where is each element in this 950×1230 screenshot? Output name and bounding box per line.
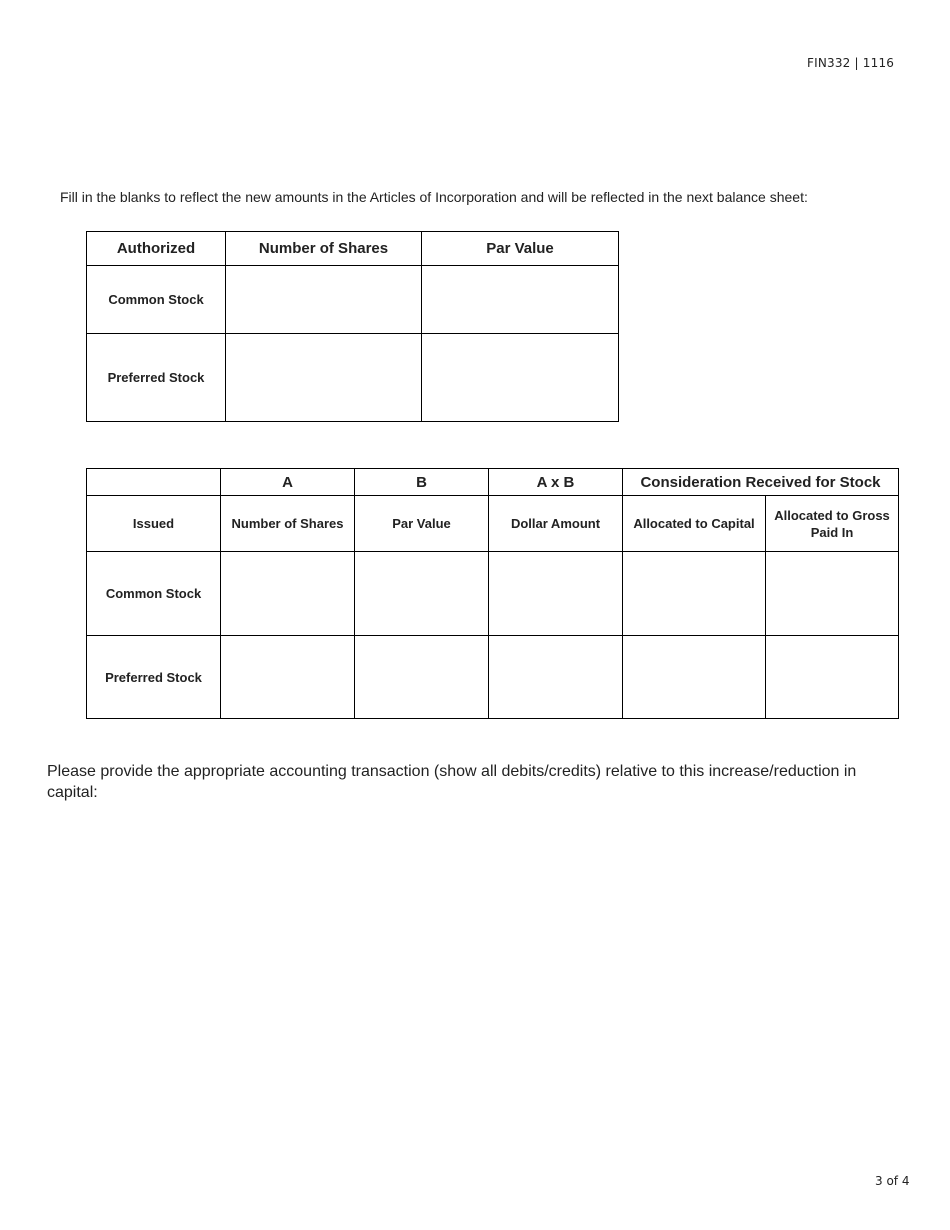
issued-common-gross-paid-in-cell[interactable] [766,552,899,636]
table-row [87,334,619,422]
question-text: Please provide the appropriate accounting transaction (show all debits/credits) relative to this increase/reduction in capital: [47,763,857,801]
header-par-value: Par Value [355,496,489,552]
row-label-preferred-stock: Preferred Stock [87,636,221,719]
issued-preferred-par-cell[interactable] [355,636,489,719]
table-row [87,636,899,719]
table-row [87,552,899,636]
header-par-value: Par Value [422,232,619,266]
table-row [87,266,619,334]
header-allocated-to-capital: Allocated to Capital [623,496,766,552]
issued-preferred-capital-cell[interactable] [623,636,766,719]
row-label-common-stock: Common Stock [87,552,221,636]
header-consideration-received: Consideration Received for Stock [623,469,899,496]
authorized-preferred-shares-cell[interactable] [226,334,422,422]
issued-preferred-shares-cell[interactable] [221,636,355,719]
header-allocated-to-gross-paid-in: Allocated to Gross Paid In [766,496,899,552]
issued-common-capital-cell[interactable] [623,552,766,636]
page-number: 3 of 4 [875,1174,910,1188]
table-header-row [87,232,619,266]
table-top-header-row [87,469,899,496]
header-authorized: Authorized [87,232,226,266]
header-b: B [355,469,489,496]
authorized-preferred-par-cell[interactable] [422,334,619,422]
issued-common-shares-cell[interactable] [221,552,355,636]
header-number-of-shares: Number of Shares [226,232,422,266]
table-sub-header-row [87,496,899,552]
header-number-of-shares: Number of Shares [221,496,355,552]
header-issued: Issued [87,496,221,552]
header-blank [87,469,221,496]
issued-preferred-dollar-cell[interactable] [489,636,623,719]
issued-common-par-cell[interactable] [355,552,489,636]
header-dollar-amount: Dollar Amount [489,496,623,552]
row-label-common-stock: Common Stock [87,266,226,334]
header-a-x-b: A x B [489,469,623,496]
header-a: A [221,469,355,496]
authorized-common-par-cell[interactable] [422,266,619,334]
authorized-common-shares-cell[interactable] [226,266,422,334]
course-code: FIN332 | 1116 [807,56,895,70]
row-label-preferred-stock: Preferred Stock [87,334,226,422]
issued-common-dollar-cell[interactable] [489,552,623,636]
instruction-text: Fill in the blanks to reflect the new amounts in the Articles of Incorporation and will be reflected in the next balance sheet: [60,189,808,205]
authorized-stock-table [86,231,619,422]
issued-preferred-gross-paid-in-cell[interactable] [766,636,899,719]
issued-stock-table [86,468,899,719]
